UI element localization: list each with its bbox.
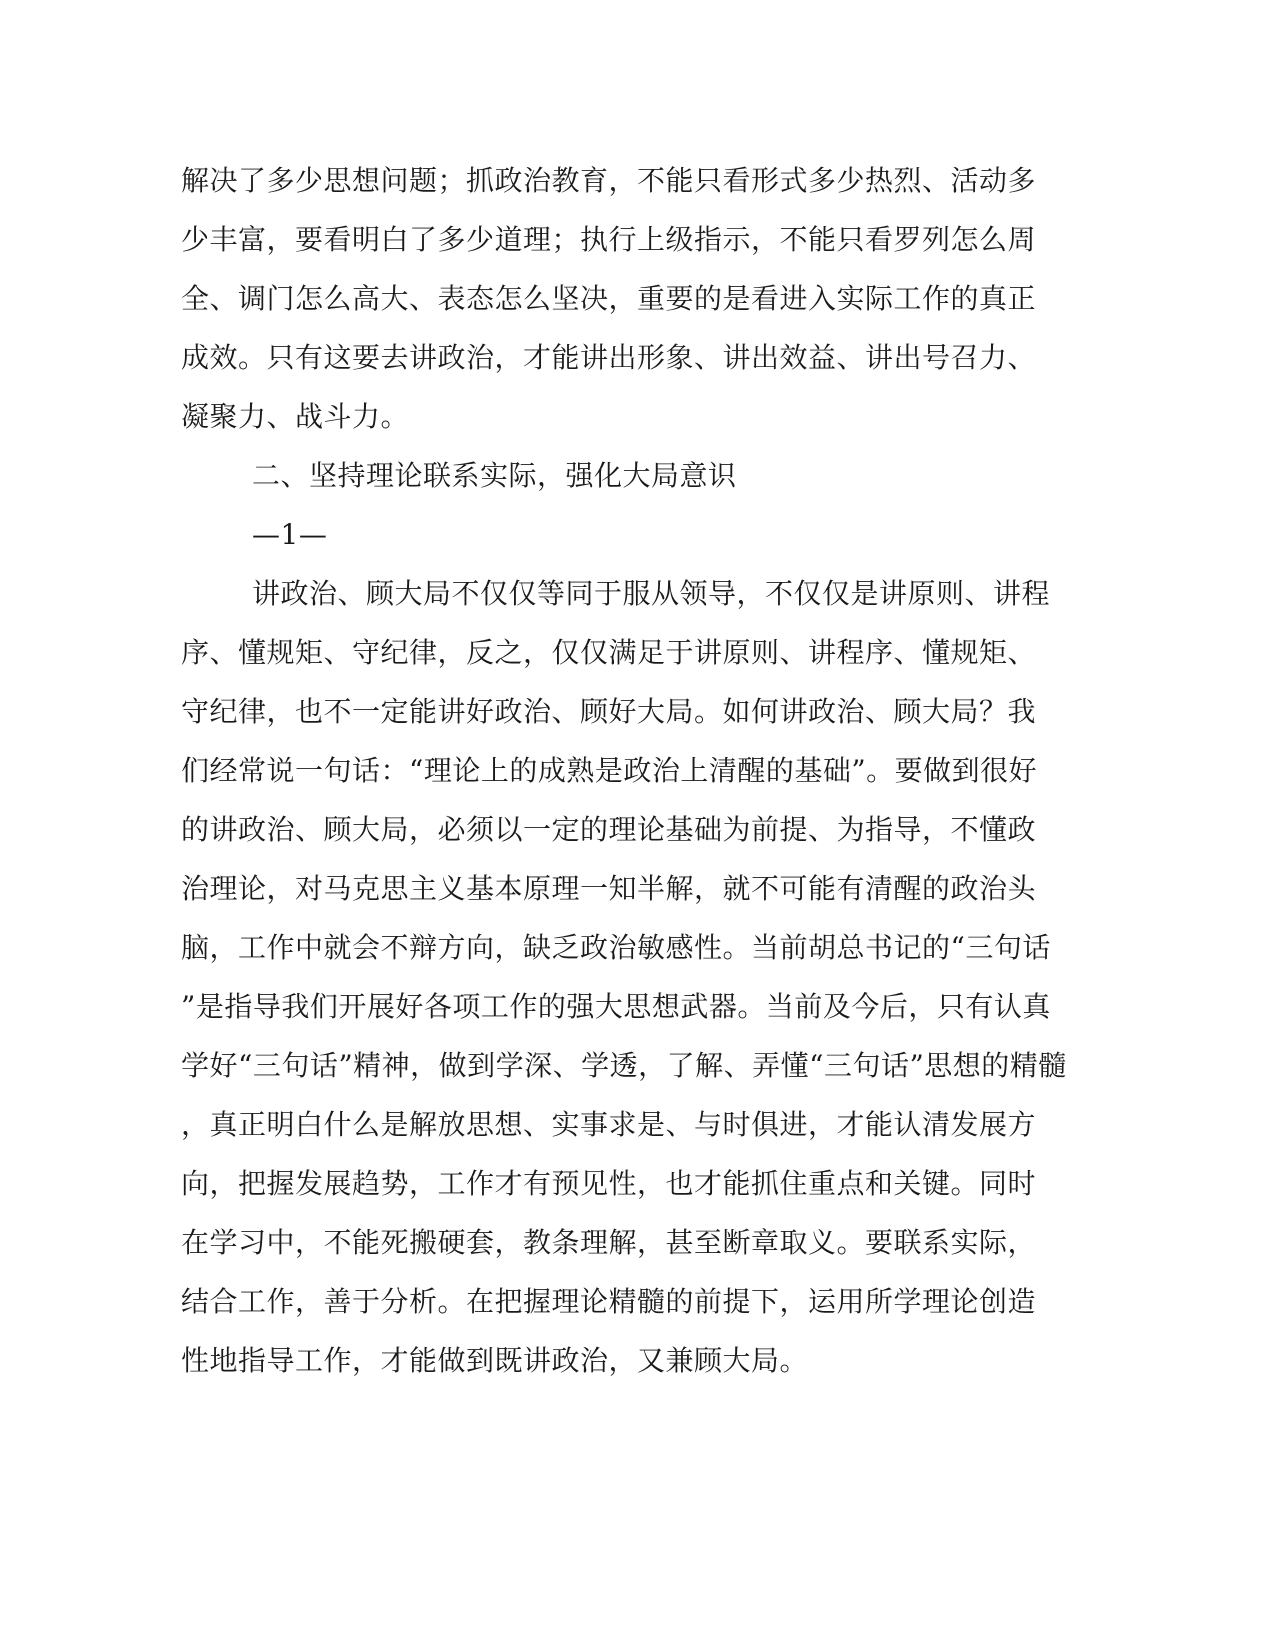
paragraph-line: 凝聚力、战斗力。 <box>181 400 410 433</box>
paragraph-line: 在学习中，不能死搬硬套，教条理解，甚至断章取义。要联系实际， <box>181 1226 1037 1259</box>
paragraph-line: 序、懂规矩、守纪律，反之，仅仅满足于讲原则、讲程序、懂规矩、 <box>181 636 1037 669</box>
paragraph-line: 结合工作，善于分析。在把握理论精髓的前提下，运用所学理论创造 <box>181 1285 1037 1318</box>
paragraph-line: 们经常说一句话：“理论上的成熟是政治上清醒的基础”。要做到很好 <box>181 754 1038 787</box>
paragraph-line: 的讲政治、顾大局，必须以一定的理论基础为前提、为指导，不懂政 <box>181 813 1037 846</box>
paragraph-line: 向，把握发展趋势，工作才有预见性，也才能抓住重点和关键。同时 <box>181 1167 1037 1200</box>
paragraph-line: 讲政治、顾大局不仅仅等同于服从领导，不仅仅是讲原则、讲程 <box>252 577 1051 610</box>
paragraph-line: 少丰富，要看明白了多少道理；执行上级指示，不能只看罗列怎么周 <box>181 223 1037 256</box>
paragraph-line: ，真正明白什么是解放思想、实事求是、与时俱进，才能认清发展方 <box>181 1108 1037 1141</box>
paragraph-line: 性地指导工作，才能做到既讲政治，又兼顾大局。 <box>181 1344 809 1377</box>
paragraph-line: 脑，工作中就会不辩方向，缺乏政治敏感性。当前胡总书记的“三句话 <box>181 931 1051 964</box>
paragraph-line: ”是指导我们开展好各项工作的强大思想武器。当前及今后，只有认真 <box>181 990 1051 1023</box>
paragraph-line: 全、调门怎么高大、表态怎么坚决，重要的是看进入实际工作的真正 <box>181 282 1037 315</box>
paragraph-line: 治理论，对马克思主义基本原理一知半解，就不可能有清醒的政治头 <box>181 872 1037 905</box>
paragraph-line: 守纪律，也不一定能讲好政治、顾好大局。如何讲政治、顾大局？我 <box>181 695 1037 728</box>
paragraph-line: 成效。只有这要去讲政治，才能讲出形象、讲出效益、讲出号召力、 <box>181 341 1037 374</box>
paragraph-line: 学好“三句话”精神，做到学深、学透，了解、弄懂“三句话”思想的精髓 <box>181 1049 1067 1082</box>
paragraph-line: 解决了多少思想问题；抓政治教育，不能只看形式多少热烈、活动多 <box>181 164 1037 197</box>
page-number: —1— <box>252 518 328 551</box>
section-heading: 二、坚持理论联系实际，强化大局意识 <box>252 459 737 492</box>
